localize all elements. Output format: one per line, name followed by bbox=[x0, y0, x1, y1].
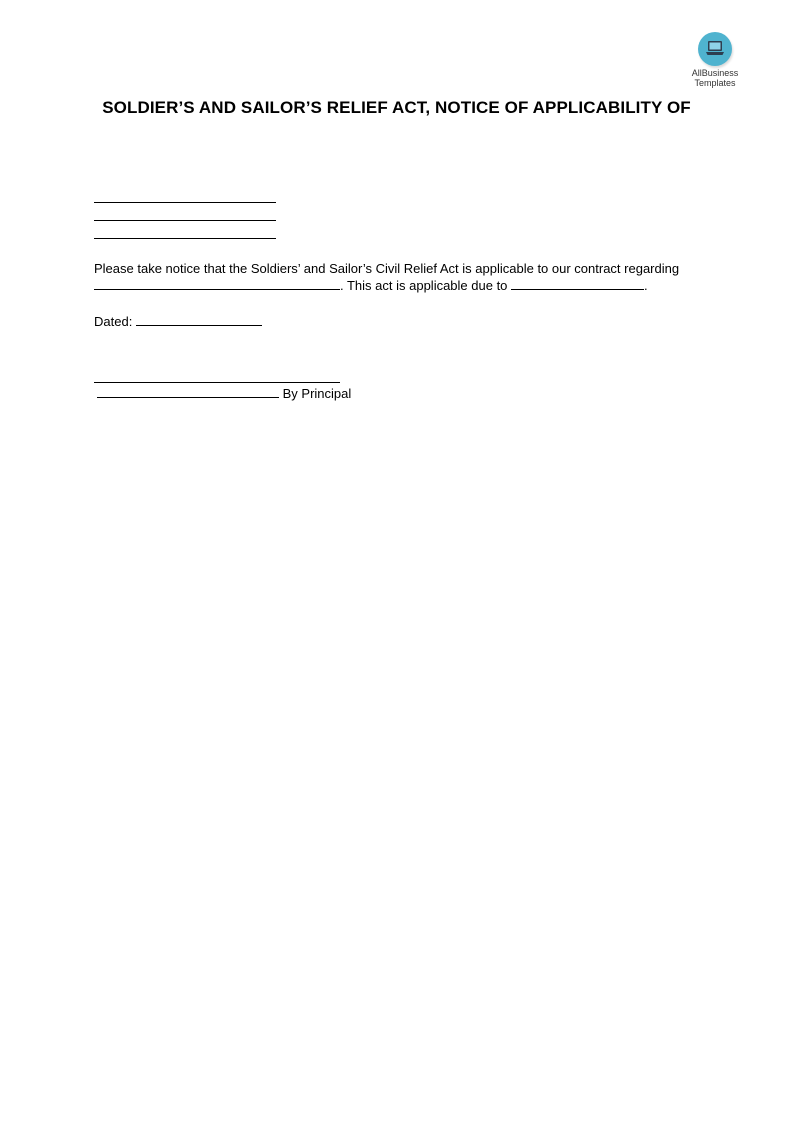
address-blank-line-1 bbox=[94, 202, 276, 203]
signature-blank-line bbox=[94, 382, 340, 383]
dated-line bbox=[94, 313, 262, 330]
principal-label: By Principal bbox=[279, 386, 352, 401]
contract-subject-blank bbox=[94, 278, 340, 290]
logo-text bbox=[684, 68, 746, 88]
address-blank-line-2 bbox=[94, 220, 276, 221]
laptop-icon bbox=[698, 32, 732, 66]
date-blank bbox=[136, 314, 262, 326]
notice-paragraph-line-2 bbox=[94, 277, 648, 294]
logo-line-2: Templates bbox=[694, 78, 736, 88]
address-blank-line-3 bbox=[94, 238, 276, 239]
reason-blank bbox=[511, 278, 644, 290]
dated-label: Dated: bbox=[94, 314, 136, 329]
company-logo bbox=[684, 32, 746, 88]
notice-paragraph-mid: . This act is applicable due to bbox=[340, 278, 512, 293]
notice-paragraph-end: . bbox=[644, 278, 648, 293]
principal-name-blank bbox=[97, 386, 279, 398]
document-title: SOLDIER’S AND SAILOR’S RELIEF ACT, NOTICE OF APPLICABILITY OF bbox=[102, 98, 691, 117]
notice-paragraph-line-1: Please take notice that the Soldiers’ and Sailor’s Civil Relief Act is applicable to our contract regarding bbox=[94, 261, 680, 276]
logo-line-1: AllBusiness bbox=[691, 68, 739, 78]
principal-line bbox=[97, 385, 351, 402]
